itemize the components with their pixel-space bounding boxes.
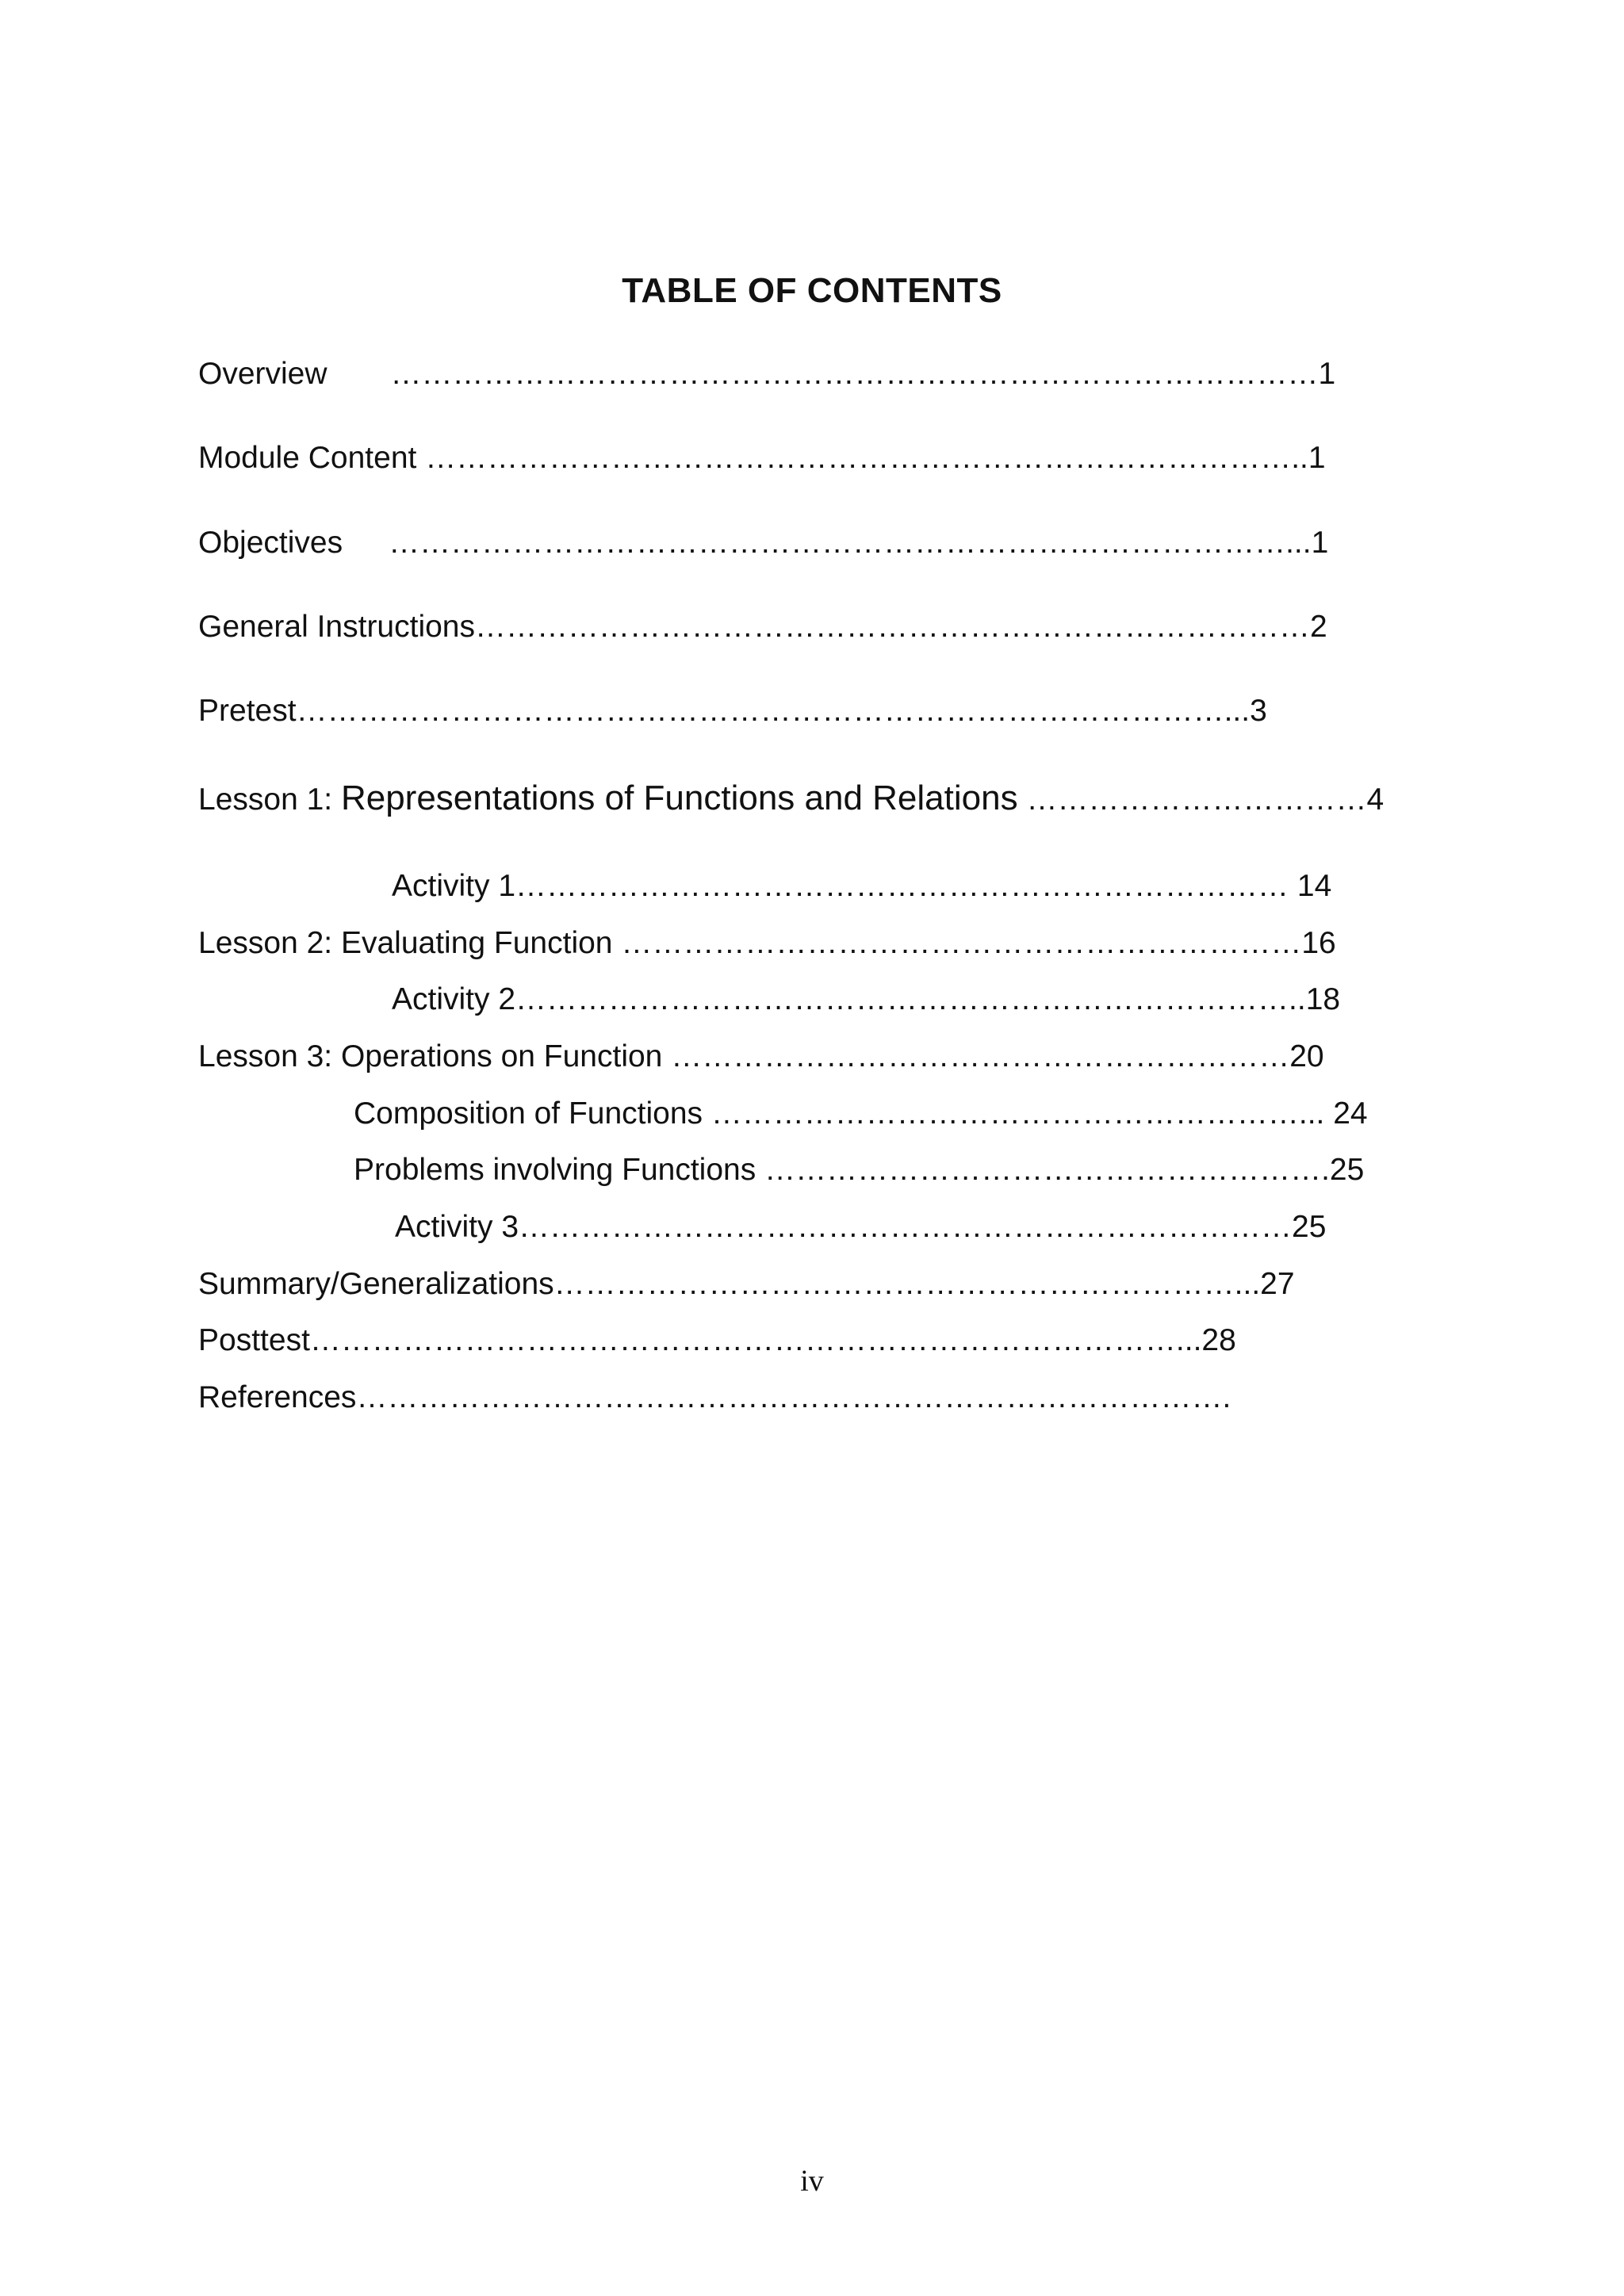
toc-entry-label: References — [198, 1380, 357, 1414]
toc-entry-label: Overview — [198, 357, 327, 391]
toc-entry-overview — [198, 358, 1335, 389]
toc-entry-summary — [198, 1269, 1295, 1299]
toc-entry-leader: …………………………………………………………………..18 — [515, 982, 1341, 1016]
toc-entry-lesson-2 — [198, 928, 1336, 959]
toc-entry-leader: ………………………………………………………………… 14 — [515, 869, 1332, 903]
toc-entry-pretest — [198, 695, 1267, 726]
toc-entry-module-content — [198, 442, 1326, 473]
toc-entry-label: Pretest — [198, 694, 297, 728]
toc-entry-problems-involving-functions — [354, 1154, 1364, 1185]
toc-entry-leader: ………………………………………………………………………2 — [475, 610, 1327, 644]
toc-entry-label-title: Representations of Functions and Relations — [340, 779, 1018, 817]
page-number: iv — [800, 2164, 824, 2198]
toc-entry-label: Activity 1 — [392, 869, 516, 903]
toc-entry-label: Lesson 2: Evaluating Function — [198, 926, 613, 960]
toc-entry-label: Composition of Functions — [354, 1096, 703, 1131]
toc-entry-leader: ……………………………………………….25 — [764, 1153, 1365, 1187]
toc-entry-leader: ………………………………………………………………………………1 — [390, 357, 1336, 391]
toc-entry-leader: ……………………………………………………………………………...1 — [389, 526, 1329, 560]
toc-entry-label: Summary/Generalizations — [198, 1267, 554, 1301]
toc-entry-objectives — [198, 527, 1328, 558]
toc-entry-leader: …………………………………………………………...27 — [553, 1267, 1295, 1301]
toc-entry-leader: …………………………………………………………………………..1 — [425, 441, 1326, 475]
toc-entry-leader: ………………………………………………………………………………...3 — [296, 694, 1267, 728]
toc-entry-label: Problems involving Functions — [354, 1153, 756, 1187]
toc-entry-lesson-3 — [198, 1041, 1324, 1072]
toc-entry-leader: …………………………………………………………………………...28 — [309, 1323, 1236, 1357]
toc-entry-label: Lesson 1: — [198, 783, 333, 817]
toc-entry-posttest — [198, 1325, 1236, 1356]
toc-entry-leader: ……………………………4 — [1026, 783, 1385, 817]
toc-entry-activity-3 — [395, 1211, 1326, 1242]
toc-entry-lesson-1 — [198, 781, 1384, 816]
toc-entry-general-instructions — [198, 611, 1327, 642]
toc-entry-leader: …………………………………………………... 24 — [710, 1096, 1368, 1131]
toc-entry-activity-1 — [392, 871, 1331, 901]
toc-title: TABLE OF CONTENTS — [622, 271, 1002, 310]
toc-entry-leader: …………………………………………………………16 — [621, 926, 1336, 960]
toc-entry-references — [198, 1382, 1231, 1413]
toc-entry-leader: …………………………………………………………………25 — [519, 1210, 1327, 1244]
toc-entry-label: Objectives — [198, 526, 343, 560]
toc-entry-label: General Instructions — [198, 610, 476, 644]
toc-entry-label: Activity 2 — [392, 982, 516, 1016]
toc-entry-label: Posttest — [198, 1323, 310, 1357]
toc-entry-leader: ……………………………………………………20 — [671, 1039, 1324, 1073]
toc-entry-activity-2 — [392, 984, 1340, 1015]
toc-entry-label: Module Content — [198, 441, 417, 475]
toc-entry-label: Lesson 3: Operations on Function — [198, 1039, 663, 1073]
toc-entry-leader: …………………………………………………………………………. — [356, 1380, 1231, 1414]
toc-entry-composition-of-functions — [354, 1098, 1368, 1129]
toc-entry-label: Activity 3 — [395, 1210, 519, 1244]
